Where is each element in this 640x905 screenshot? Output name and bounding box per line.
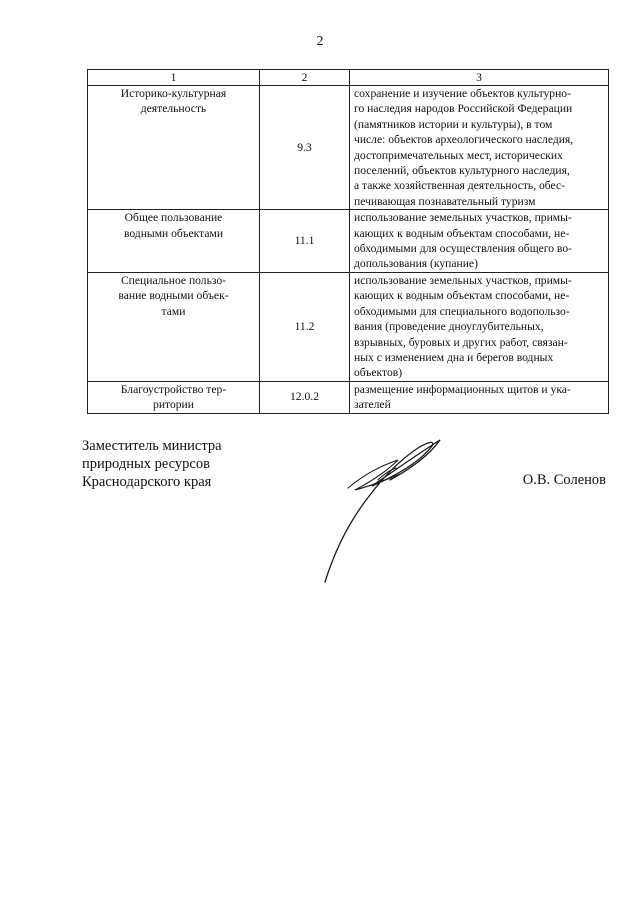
table-row <box>88 210 609 273</box>
column-header-1: 1 <box>88 70 260 86</box>
use-type-code: 9.3 <box>260 86 350 210</box>
column-header-3: 3 <box>350 70 609 86</box>
use-type-name: Общее пользование водными объектами <box>88 210 260 273</box>
handwritten-signature <box>300 410 460 590</box>
table-row <box>88 272 609 381</box>
column-header-2: 2 <box>260 70 350 86</box>
use-type-name: Историко-культурная деятельность <box>88 86 260 210</box>
use-type-description: сохранение и изучение объектов культурно- го наследия народов Российской Федерации (памятников истории и культуры), в том числе: объектов археологического наследия, достопримечательных мест, исторических поселений, объектов культурного наследия, а также хозяйственная деятельность, обес- печивающая познавательный туризм <box>350 86 609 210</box>
table-header-row <box>88 70 609 86</box>
land-use-table <box>87 69 609 414</box>
use-type-code: 11.1 <box>260 210 350 273</box>
use-type-code: 12.0.2 <box>260 381 350 413</box>
table-row <box>88 86 609 210</box>
use-type-name: Специальное пользо- вание водными объек- тами <box>88 272 260 381</box>
use-type-description: использование земельных участков, примы- кающих к водным объектам способами, не- обходимыми для специального водопользо- вания (проведение дноуглубительных, взрывных, буровых и других работ, связан- ных с изменением дна и берегов водных объектов) <box>350 272 609 381</box>
use-type-name: Благоустройство тер- ритории <box>88 381 260 413</box>
page-number: 2 <box>316 34 324 49</box>
use-type-code: 11.2 <box>260 272 350 381</box>
signatory-title: Заместитель министра природных ресурсов Краснодарского края <box>82 438 222 490</box>
signer-name: О.В. Соленов <box>522 472 606 488</box>
use-type-description: использование земельных участков, примы- кающих к водным объектам способами, не- обходимыми для осуществления общего во- допользования (купание) <box>350 210 609 273</box>
use-type-description: размещение информационных щитов и ука- зателей <box>350 381 609 413</box>
table-row <box>88 381 609 413</box>
